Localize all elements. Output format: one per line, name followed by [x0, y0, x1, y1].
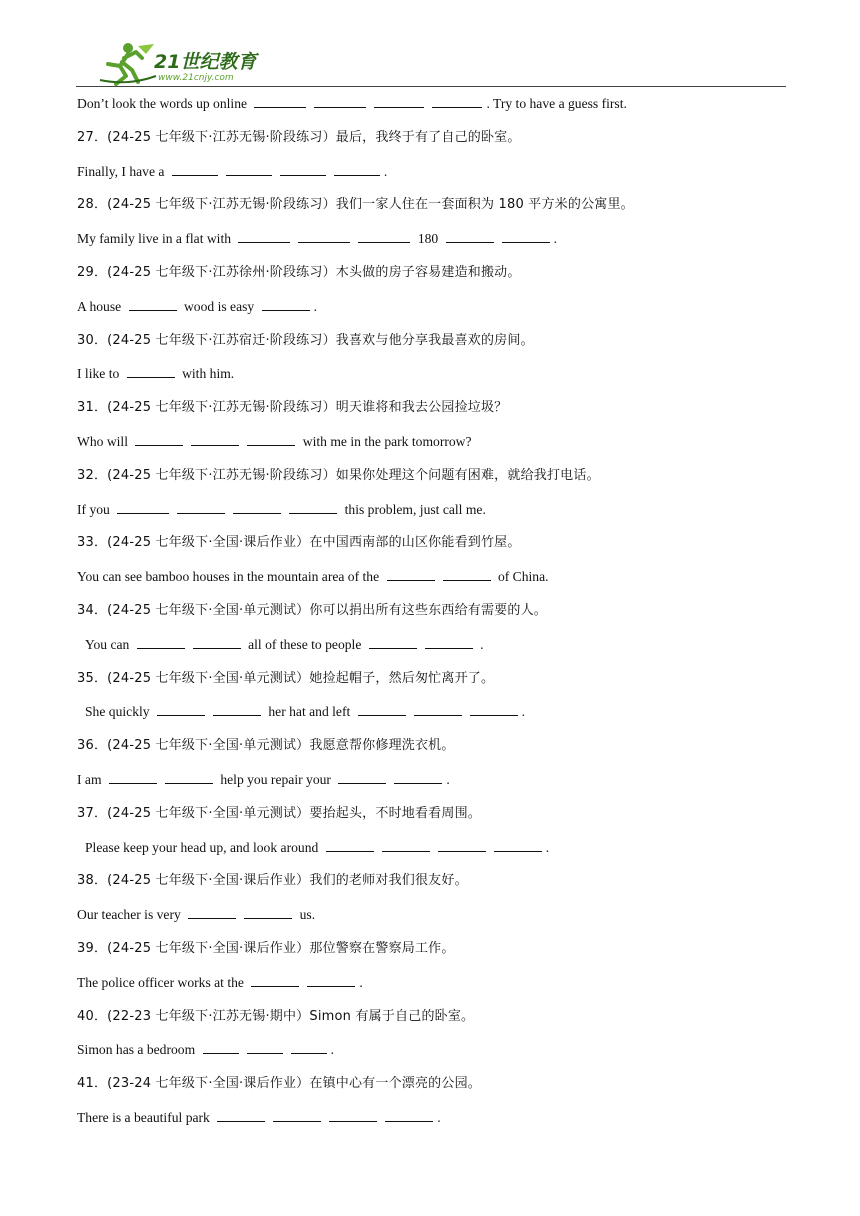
- answer-blank[interactable]: [291, 1039, 327, 1054]
- question-text: 39．(24-25 七年级下·全国·课后作业）那位警察在警察局工作。: [77, 940, 455, 956]
- answer-text: Don’t look the words up online: [77, 96, 251, 111]
- question-prompt: [77, 938, 777, 972]
- answer-text: .: [383, 163, 388, 179]
- answer-blank[interactable]: [385, 1107, 433, 1122]
- answer-blank[interactable]: [226, 161, 272, 176]
- answer-text: A house: [77, 298, 125, 314]
- question-prompt: [77, 127, 777, 161]
- question-text: 37．(24-25 七年级下·全国·单元测试）要抬起头，不时地看看周围。: [77, 805, 481, 821]
- answer-text: this problem, just call me.: [341, 501, 486, 517]
- answer-blank[interactable]: [233, 499, 281, 514]
- answer-text: Our teacher is very: [77, 907, 185, 923]
- answer-blank[interactable]: [387, 566, 435, 581]
- answer-line: [77, 499, 777, 533]
- answer-text: her hat and left: [264, 704, 354, 720]
- answer-blank[interactable]: [247, 431, 295, 446]
- answer-text: .: [545, 839, 550, 855]
- answer-blank[interactable]: [502, 228, 550, 243]
- answer-blank[interactable]: [394, 769, 442, 784]
- answer-line: [77, 904, 777, 938]
- question-text: 27．(24-25 七年级下·江苏无锡·阶段练习）最后，我终于有了自己的卧室。: [77, 129, 521, 145]
- answer-text: .: [359, 974, 363, 990]
- answer-line: [77, 363, 777, 397]
- answer-blank[interactable]: [172, 161, 218, 176]
- answer-text: help you repair your: [216, 771, 335, 787]
- answer-blank[interactable]: [374, 93, 424, 108]
- answer-text: wood is easy: [180, 298, 258, 314]
- answer-text: with me in the park tomorrow?: [299, 433, 472, 449]
- answer-text: Simon has a bedroom: [77, 1042, 199, 1058]
- svg-text:21世纪教育: 21世纪教育: [154, 51, 257, 73]
- answer-line: [77, 161, 777, 195]
- question-text: 30．(24-25 七年级下·江苏宿迁·阶段练习）我喜欢与他分享我最喜欢的房间。: [77, 332, 534, 348]
- question-prompt: [77, 397, 777, 431]
- answer-line: [77, 701, 777, 735]
- answer-blank[interactable]: [334, 161, 380, 176]
- answer-text: You can see bamboo houses in the mountain area of the: [77, 569, 383, 585]
- svg-text:www.21cnjy.com: www.21cnjy.com: [158, 73, 234, 83]
- question-prompt: [77, 532, 777, 566]
- answer-blank[interactable]: [262, 296, 310, 311]
- answer-blank[interactable]: [338, 769, 386, 784]
- answer-text: .: [521, 704, 526, 720]
- answer-blank[interactable]: [129, 296, 177, 311]
- worksheet-body: [77, 93, 777, 1141]
- answer-blank[interactable]: [425, 634, 473, 649]
- answer-text: Please keep your head up, and look around: [85, 839, 322, 855]
- answer-blank[interactable]: [177, 499, 225, 514]
- question-prompt: [77, 803, 777, 837]
- answer-line: [77, 566, 777, 600]
- answer-blank[interactable]: [135, 431, 183, 446]
- answer-text: Who will: [77, 433, 132, 449]
- answer-blank[interactable]: [213, 701, 261, 716]
- answer-blank[interactable]: [438, 837, 486, 852]
- answer-blank[interactable]: [382, 837, 430, 852]
- question-text: 38．(24-25 七年级下·全国·课后作业）我们的老师对我们很友好。: [77, 873, 468, 889]
- answer-blank[interactable]: [247, 1039, 283, 1054]
- answer-blank[interactable]: [369, 634, 417, 649]
- answer-blank[interactable]: [188, 904, 236, 919]
- answer-text: She quickly: [85, 704, 153, 720]
- answer-blank[interactable]: [157, 701, 205, 716]
- answer-line: [77, 634, 777, 668]
- answer-blank[interactable]: [329, 1107, 377, 1122]
- answer-blank[interactable]: [414, 701, 462, 716]
- answer-text: .: [476, 636, 484, 652]
- answer-text: There is a beautiful park: [77, 1109, 214, 1125]
- question-text: 32．(24-25 七年级下·江苏无锡·阶段练习）如果你处理这个问题有困难，就给我打电话。: [77, 467, 600, 483]
- answer-blank[interactable]: [289, 499, 337, 514]
- answer-blank[interactable]: [238, 228, 290, 243]
- answer-blank[interactable]: [203, 1039, 239, 1054]
- answer-text: with him.: [178, 366, 235, 382]
- answer-blank[interactable]: [307, 972, 355, 987]
- answer-blank[interactable]: [117, 499, 169, 514]
- answer-blank[interactable]: [137, 634, 185, 649]
- answer-blank[interactable]: [358, 228, 410, 243]
- answer-blank[interactable]: [165, 769, 213, 784]
- answer-text: The police officer works at the: [77, 974, 248, 990]
- answer-text: .: [313, 298, 318, 314]
- answer-line: [77, 1107, 777, 1141]
- answer-line: [77, 296, 777, 330]
- answer-text: 180: [414, 231, 442, 247]
- answer-blank[interactable]: [314, 93, 366, 108]
- answer-line: [77, 769, 777, 803]
- answer-text: Finally, I have a: [77, 163, 168, 179]
- answer-line: [77, 93, 777, 127]
- question-text: 40．(22-23 七年级下·江苏无锡·期中）Simon 有属于自己的卧室。: [77, 1008, 475, 1024]
- question-prompt: [77, 600, 777, 634]
- site-logo: [98, 40, 268, 86]
- answer-blank[interactable]: [470, 701, 518, 716]
- answer-text: My family live in a flat with: [77, 231, 235, 247]
- answer-blank[interactable]: [273, 1107, 321, 1122]
- question-prompt: [77, 465, 777, 499]
- answer-blank[interactable]: [446, 228, 494, 243]
- question-text: 31．(24-25 七年级下·江苏无锡·阶段练习）明天谁将和我去公园捡垃圾？: [77, 400, 508, 416]
- question-text: 36．(24-25 七年级下·全国·单元测试）我愿意帮你修理洗衣机。: [77, 738, 455, 754]
- answer-blank[interactable]: [244, 904, 292, 919]
- question-text: 28．(24-25 七年级下·江苏无锡·阶段练习）我们一家人住在一套面积为 180 平方米的公寓里。: [77, 197, 634, 213]
- answer-line: [77, 972, 777, 1006]
- answer-line: [77, 228, 777, 262]
- answer-blank[interactable]: [251, 972, 299, 987]
- answer-blank[interactable]: [494, 837, 542, 852]
- answer-blank[interactable]: [217, 1107, 265, 1122]
- answer-text: I like to: [77, 366, 123, 382]
- question-text: 29．(24-25 七年级下·江苏徐州·阶段练习）木头做的房子容易建造和搬动。: [77, 264, 521, 280]
- question-text: 34．(24-25 七年级下·全国·单元测试）你可以捐出所有这些东西给有需要的人。: [77, 602, 547, 618]
- question-prompt: [77, 330, 777, 364]
- answer-blank[interactable]: [191, 431, 239, 446]
- answer-text: .: [446, 771, 450, 787]
- answer-text: all of these to people: [244, 636, 365, 652]
- answer-blank[interactable]: [127, 363, 175, 378]
- question-prompt: [77, 194, 777, 228]
- question-prompt: [77, 735, 777, 769]
- answer-text: of China.: [494, 569, 549, 585]
- answer-blank[interactable]: [326, 837, 374, 852]
- question-text: 35．(24-25 七年级下·全国·单元测试）她捡起帽子，然后匆忙离开了。: [77, 670, 495, 686]
- answer-text: . Try to have a guess first.: [486, 96, 627, 111]
- question-text: 33．(24-25 七年级下·全国·课后作业）在中国西南部的山区你能看到竹屋。: [77, 535, 521, 551]
- answer-line: [77, 431, 777, 465]
- answer-blank[interactable]: [193, 634, 241, 649]
- answer-text: .: [437, 1109, 441, 1125]
- answer-blank[interactable]: [443, 566, 491, 581]
- answer-blank[interactable]: [109, 769, 157, 784]
- answer-text: us.: [296, 907, 316, 923]
- answer-text: .: [330, 1042, 334, 1058]
- answer-blank[interactable]: [358, 701, 406, 716]
- question-prompt: [77, 1006, 777, 1040]
- answer-blank[interactable]: [298, 228, 350, 243]
- answer-text: .: [553, 231, 558, 247]
- header-divider: [76, 86, 786, 87]
- answer-text: You can: [85, 636, 133, 652]
- answer-blank[interactable]: [432, 93, 482, 108]
- question-prompt: [77, 870, 777, 904]
- question-text: 41．(23-24 七年级下·全国·课后作业）在镇中心有一个漂亮的公园。: [77, 1076, 481, 1092]
- answer-line: [77, 1039, 777, 1073]
- question-prompt: [77, 262, 777, 296]
- answer-text: I am: [77, 771, 105, 787]
- answer-text: If you: [77, 501, 114, 517]
- page-header: [76, 38, 786, 88]
- answer-blank[interactable]: [254, 93, 306, 108]
- answer-line: [77, 837, 777, 871]
- answer-blank[interactable]: [280, 161, 326, 176]
- question-prompt: [77, 1073, 777, 1107]
- question-prompt: [77, 668, 777, 702]
